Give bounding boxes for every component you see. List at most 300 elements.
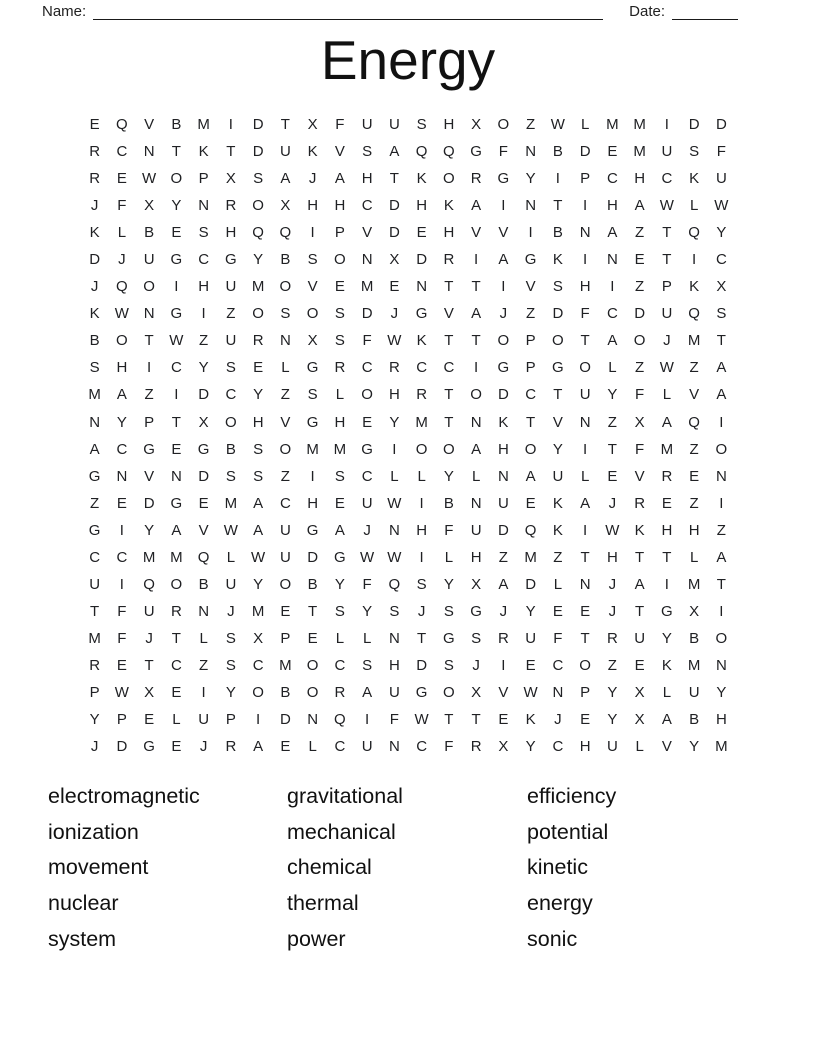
grid-letter: F xyxy=(635,386,645,404)
grid-letter: O xyxy=(252,197,264,215)
grid-letter: K xyxy=(689,170,700,188)
grid-letter: M xyxy=(524,548,537,566)
grid-letter: T xyxy=(471,332,481,350)
grid-letter: O xyxy=(225,413,237,431)
grid-letter: T xyxy=(171,413,181,431)
grid-letter: H xyxy=(307,197,319,215)
grid-letter: A xyxy=(253,738,264,756)
grid-letter: I xyxy=(474,359,479,377)
grid-letter: P xyxy=(334,224,345,242)
grid-letter: E xyxy=(416,224,427,242)
grid-letter: R xyxy=(225,738,237,756)
grid-letter: H xyxy=(443,224,455,242)
grid-letter: J xyxy=(227,602,235,620)
grid-letter: I xyxy=(228,116,233,134)
grid-letter: D xyxy=(552,305,564,323)
grid-letter: L xyxy=(662,386,672,404)
grid-letter: A xyxy=(253,521,264,539)
grid-letter: E xyxy=(634,656,645,674)
grid-letter: O xyxy=(252,305,264,323)
grid-letter: N xyxy=(525,143,537,161)
grid-letter: R xyxy=(470,170,482,188)
grid-letter: C xyxy=(116,440,128,458)
grid-letter: J xyxy=(472,656,480,674)
grid-letter: Z xyxy=(635,224,645,242)
grid-letter: P xyxy=(661,278,672,296)
grid-letter: W xyxy=(114,305,129,323)
grid-letter: O xyxy=(279,440,292,458)
grid-letter: D xyxy=(688,116,700,134)
grid-letter: T xyxy=(226,143,236,161)
grid-letter: J xyxy=(608,575,617,593)
grid-letter: N xyxy=(143,305,155,323)
grid-letter: Q xyxy=(388,575,401,593)
grid-letter: I xyxy=(474,251,479,269)
grid-letter: D xyxy=(307,548,319,566)
grid-letter: J xyxy=(145,629,153,647)
grid-letter: J xyxy=(308,170,317,188)
grid-letter: M xyxy=(170,548,183,566)
grid-letter: K xyxy=(525,711,536,729)
grid-letter: Z xyxy=(689,494,699,512)
grid-letter: T xyxy=(444,711,454,729)
grid-letter: S xyxy=(416,116,427,134)
grid-letter: R xyxy=(89,170,101,188)
grid-letter: V xyxy=(198,521,209,539)
grid-letter: R xyxy=(89,656,101,674)
grid-letter: E xyxy=(607,467,618,485)
grid-letter: I xyxy=(555,170,560,188)
grid-letter: X xyxy=(198,413,209,431)
grid-letter: L xyxy=(335,386,345,404)
grid-letter: T xyxy=(144,656,154,674)
grid-letter: D xyxy=(416,656,428,674)
grid-letter: K xyxy=(552,251,563,269)
grid-letter: C xyxy=(552,656,564,674)
grid-letter: T xyxy=(580,332,590,350)
grid-letter: O xyxy=(524,440,537,458)
grid-letter: M xyxy=(251,278,265,296)
grid-letter: D xyxy=(252,116,264,134)
word-item: energy xyxy=(527,891,593,916)
grid-letter: X xyxy=(280,197,291,215)
grid-letter: N xyxy=(579,413,591,431)
grid-letter: J xyxy=(118,251,126,269)
grid-letter: P xyxy=(89,684,100,701)
grid-letter: V xyxy=(525,278,536,296)
grid-letter: S xyxy=(362,656,373,674)
grid-letter: Z xyxy=(280,386,290,404)
grid-letter: N xyxy=(361,251,373,269)
grid-letter: K xyxy=(552,494,563,512)
grid-letter: N xyxy=(198,197,210,215)
grid-letter: J xyxy=(90,197,99,215)
grid-letter: X xyxy=(144,197,155,215)
grid-letter: S xyxy=(334,332,345,350)
grid-letter: Y xyxy=(334,575,345,593)
grid-letter: O xyxy=(334,251,346,269)
grid-letter: C xyxy=(170,656,182,674)
grid-letter: T xyxy=(444,278,454,296)
grid-letter: T xyxy=(471,278,481,296)
grid-letter: M xyxy=(224,494,238,512)
grid-letter: G xyxy=(552,359,564,377)
grid-letter: S xyxy=(198,224,209,242)
grid-letter: I xyxy=(310,224,315,242)
grid-letter: E xyxy=(525,494,536,512)
grid-letter: Z xyxy=(90,494,100,512)
grid-letter: G xyxy=(443,629,455,647)
grid-letter: E xyxy=(171,738,182,756)
grid-letter: A xyxy=(716,548,727,566)
grid-letter: G xyxy=(470,602,482,620)
grid-letter: B xyxy=(307,575,318,593)
grid-letter: V xyxy=(144,467,155,485)
grid-letter: A xyxy=(471,305,482,323)
grid-letter: A xyxy=(280,170,291,188)
grid-letter: G xyxy=(497,359,510,377)
grid-letter: T xyxy=(526,413,536,431)
grid-letter: A xyxy=(580,494,591,512)
grid-letter: U xyxy=(497,494,509,512)
grid-letter: I xyxy=(583,197,588,215)
grid-letter: K xyxy=(307,143,318,161)
grid-letter: B xyxy=(198,575,209,593)
grid-letter: L xyxy=(308,738,317,756)
grid-letter: R xyxy=(334,684,346,701)
grid-letter: I xyxy=(610,278,615,296)
grid-letter: Z xyxy=(689,359,699,377)
grid-letter: D xyxy=(388,197,400,215)
grid-letter: A xyxy=(607,224,618,242)
grid-letter: T xyxy=(471,711,481,729)
word-item: system xyxy=(48,926,117,951)
grid-letter: D xyxy=(116,738,128,756)
grid-letter: O xyxy=(415,440,428,458)
word-item: gravitational xyxy=(287,784,403,808)
grid-letter: E xyxy=(525,656,536,674)
grid-letter: Y xyxy=(525,602,536,620)
grid-letter: Z xyxy=(526,305,536,323)
grid-letter: I xyxy=(419,548,424,566)
grid-letter: X xyxy=(307,332,318,350)
grid-letter: W xyxy=(387,548,402,566)
grid-letter: G xyxy=(88,467,101,485)
grid-letter: E xyxy=(280,602,291,620)
grid-letter: W xyxy=(414,711,429,729)
grid-letter: L xyxy=(226,548,236,566)
grid-letter: M xyxy=(142,548,156,566)
grid-letter: Y xyxy=(89,711,100,729)
grid-letter: V xyxy=(498,684,509,701)
grid-letter: O xyxy=(279,575,292,593)
grid-letter: E xyxy=(116,656,127,674)
grid-letter: X xyxy=(634,711,645,729)
grid-letter: C xyxy=(416,359,428,377)
grid-letter: W xyxy=(114,684,129,701)
grid-letter: G xyxy=(306,413,319,431)
grid-letter: L xyxy=(553,575,563,593)
grid-letter: L xyxy=(580,467,590,485)
grid-letter: N xyxy=(307,711,319,729)
word-item: ionization xyxy=(48,819,139,844)
grid-letter: T xyxy=(144,332,154,350)
grid-letter: V xyxy=(471,224,482,242)
grid-letter: F xyxy=(553,629,563,647)
grid-letter: M xyxy=(687,575,701,593)
grid-letter: I xyxy=(583,251,588,269)
grid-letter: U xyxy=(715,170,727,188)
grid-letter: L xyxy=(635,738,644,756)
grid-letter: P xyxy=(580,170,591,188)
word-item: efficiency xyxy=(527,784,617,808)
grid-letter: A xyxy=(661,413,672,431)
grid-letter: G xyxy=(415,684,428,701)
grid-letter: T xyxy=(662,224,672,242)
grid-letter: E xyxy=(498,711,509,729)
grid-letter: H xyxy=(688,521,700,539)
grid-letter: Y xyxy=(716,224,727,242)
grid-letter: P xyxy=(280,629,291,647)
grid-letter: M xyxy=(306,440,319,458)
grid-letter: E xyxy=(607,143,618,161)
grid-letter: Q xyxy=(116,116,128,134)
grid-letter: U xyxy=(579,386,591,404)
grid-letter: Y xyxy=(689,738,700,756)
grid-letter: E xyxy=(171,224,182,242)
grid-letter: W xyxy=(251,548,266,566)
grid-letter: G xyxy=(170,251,183,269)
grid-letter: N xyxy=(279,332,291,350)
grid-letter: U xyxy=(388,116,400,134)
grid-letter: G xyxy=(197,440,210,458)
grid-letter: C xyxy=(170,359,182,377)
grid-letter: B xyxy=(443,494,454,512)
grid-letter: Z xyxy=(553,548,563,566)
grid-letter: S xyxy=(334,305,345,323)
grid-letter: I xyxy=(119,521,124,539)
grid-letter: J xyxy=(90,738,99,756)
grid-letter: U xyxy=(143,602,155,620)
grid-letter: N xyxy=(116,467,128,485)
grid-letter: D xyxy=(361,305,373,323)
grid-letter: C xyxy=(443,359,455,377)
grid-letter: F xyxy=(444,521,454,539)
grid-letter: Y xyxy=(716,684,727,701)
grid-letter: S xyxy=(416,575,427,593)
word-item: nuclear xyxy=(48,891,119,916)
grid-letter: S xyxy=(225,359,236,377)
grid-letter: T xyxy=(553,386,563,404)
grid-letter: S xyxy=(89,359,100,377)
grid-letter: F xyxy=(389,711,399,729)
grid-letter: Z xyxy=(144,386,154,404)
grid-letter: R xyxy=(634,494,646,512)
grid-letter: Z xyxy=(226,305,236,323)
grid-letter: L xyxy=(390,467,399,485)
word-list-column-1 xyxy=(48,779,200,958)
grid-letter: X xyxy=(307,116,318,134)
grid-letter: O xyxy=(361,386,373,404)
grid-letter: I xyxy=(174,278,179,296)
grid-letter: H xyxy=(715,711,727,729)
grid-letter: Y xyxy=(253,251,264,269)
grid-letter: A xyxy=(334,170,345,188)
grid-letter: E xyxy=(307,629,318,647)
grid-letter: T xyxy=(716,332,726,350)
grid-letter: W xyxy=(360,548,375,566)
grid-letter: O xyxy=(579,359,591,377)
word-item: thermal xyxy=(287,891,359,916)
grid-letter: V xyxy=(498,224,509,242)
grid-letter: H xyxy=(606,548,618,566)
grid-letter: D xyxy=(525,575,537,593)
grid-letter: P xyxy=(144,413,155,431)
grid-letter: K xyxy=(89,305,100,323)
grid-letter: N xyxy=(525,197,537,215)
grid-letter: Y xyxy=(525,170,536,188)
grid-letter: J xyxy=(499,602,508,620)
grid-letter: N xyxy=(388,521,400,539)
grid-letter: N xyxy=(579,224,591,242)
grid-letter: G xyxy=(306,359,319,377)
grid-letter: V xyxy=(443,305,454,323)
word-list-column-3 xyxy=(527,779,616,958)
grid-letter: S xyxy=(716,305,727,323)
grid-letter: O xyxy=(306,684,319,701)
grid-letter: Y xyxy=(171,197,182,215)
grid-letter: B xyxy=(552,224,563,242)
grid-letter: N xyxy=(416,278,428,296)
grid-letter: S xyxy=(225,629,236,647)
grid-letter: Z xyxy=(635,278,645,296)
grid-letter: U xyxy=(89,575,101,593)
grid-letter: O xyxy=(715,440,728,458)
grid-letter: W xyxy=(523,684,538,701)
grid-letter: C xyxy=(552,738,564,756)
grid-letter: S xyxy=(443,656,454,674)
grid-letter: H xyxy=(416,521,428,539)
grid-letter: G xyxy=(334,548,346,566)
grid-letter: T xyxy=(662,548,672,566)
grid-letter: T xyxy=(580,629,590,647)
grid-letter: U xyxy=(279,143,291,161)
grid-letter: Z xyxy=(689,440,699,458)
grid-letter: H xyxy=(334,197,346,215)
grid-letter: A xyxy=(525,467,536,485)
grid-letter: A xyxy=(716,359,727,377)
grid-letter: N xyxy=(606,251,618,269)
grid-letter: Z xyxy=(716,521,726,539)
grid-letter: K xyxy=(552,521,563,539)
grid-letter: U xyxy=(198,711,210,729)
grid-letter: N xyxy=(198,602,210,620)
grid-letter: E xyxy=(171,684,182,701)
grid-letter: O xyxy=(116,332,128,350)
grid-letter: H xyxy=(361,170,373,188)
grid-letter: N xyxy=(89,413,101,431)
grid-letter: O xyxy=(497,332,510,350)
grid-letter: R xyxy=(470,738,482,756)
grid-letter: H xyxy=(443,116,455,134)
grid-letter: Y xyxy=(443,575,454,593)
grid-letter: X xyxy=(144,684,155,701)
grid-letter: C xyxy=(416,738,428,756)
grid-letter: O xyxy=(443,170,455,188)
grid-letter: V xyxy=(334,143,345,161)
grid-letter: U xyxy=(225,278,237,296)
grid-letter: A xyxy=(716,386,727,404)
grid-letter: C xyxy=(334,656,346,674)
grid-letter: C xyxy=(89,548,101,566)
date-blank-line xyxy=(672,5,738,20)
grid-letter: I xyxy=(583,440,588,458)
grid-letter: O xyxy=(279,278,292,296)
grid-letter: I xyxy=(310,467,315,485)
grid-letter: V xyxy=(634,467,645,485)
grid-letter: V xyxy=(307,278,318,296)
grid-letter: H xyxy=(252,413,264,431)
grid-letter: Y xyxy=(607,684,618,701)
grid-letter: N xyxy=(143,143,155,161)
grid-letter: A xyxy=(471,197,482,215)
grid-letter: U xyxy=(225,575,237,593)
grid-letter: O xyxy=(552,332,564,350)
grid-letter: G xyxy=(170,494,183,512)
grid-letter: Y xyxy=(144,521,155,539)
grid-letter: M xyxy=(333,440,347,458)
grid-letter: J xyxy=(90,278,99,296)
word-item: mechanical xyxy=(287,819,396,844)
grid-letter: P xyxy=(198,170,209,188)
grid-letter: S xyxy=(689,143,700,161)
grid-letter: B xyxy=(280,684,291,701)
grid-letter: L xyxy=(689,548,699,566)
grid-letter: H xyxy=(225,224,237,242)
grid-letter: H xyxy=(470,548,482,566)
grid-letter: O xyxy=(715,629,728,647)
grid-letter: Y xyxy=(661,629,672,647)
grid-letter: M xyxy=(415,413,428,431)
grid-letter: F xyxy=(580,305,590,323)
grid-letter: Z xyxy=(607,656,617,674)
grid-letter: C xyxy=(606,305,618,323)
grid-letter: I xyxy=(501,278,506,296)
grid-letter: O xyxy=(443,440,455,458)
grid-letter: X xyxy=(225,170,236,188)
grid-letter: D xyxy=(634,305,646,323)
grid-letter: V xyxy=(689,386,700,404)
grid-letter: T xyxy=(580,548,590,566)
grid-letter: L xyxy=(608,359,617,377)
grid-letter: R xyxy=(661,467,673,485)
grid-letter: A xyxy=(334,521,345,539)
grid-letter: H xyxy=(661,521,673,539)
grid-letter: N xyxy=(552,684,564,701)
grid-letter: I xyxy=(692,251,697,269)
grid-letter: S xyxy=(225,467,236,485)
grid-letter: T xyxy=(171,143,181,161)
grid-letter: Z xyxy=(635,359,645,377)
grid-letter: G xyxy=(88,521,101,539)
grid-letter: I xyxy=(256,711,261,729)
grid-letter: D xyxy=(715,116,727,134)
grid-letter: U xyxy=(661,305,673,323)
grid-letter: O xyxy=(443,684,455,701)
grid-letter: O xyxy=(497,116,510,134)
grid-letter: L xyxy=(281,359,290,377)
grid-letter: Q xyxy=(143,575,155,593)
